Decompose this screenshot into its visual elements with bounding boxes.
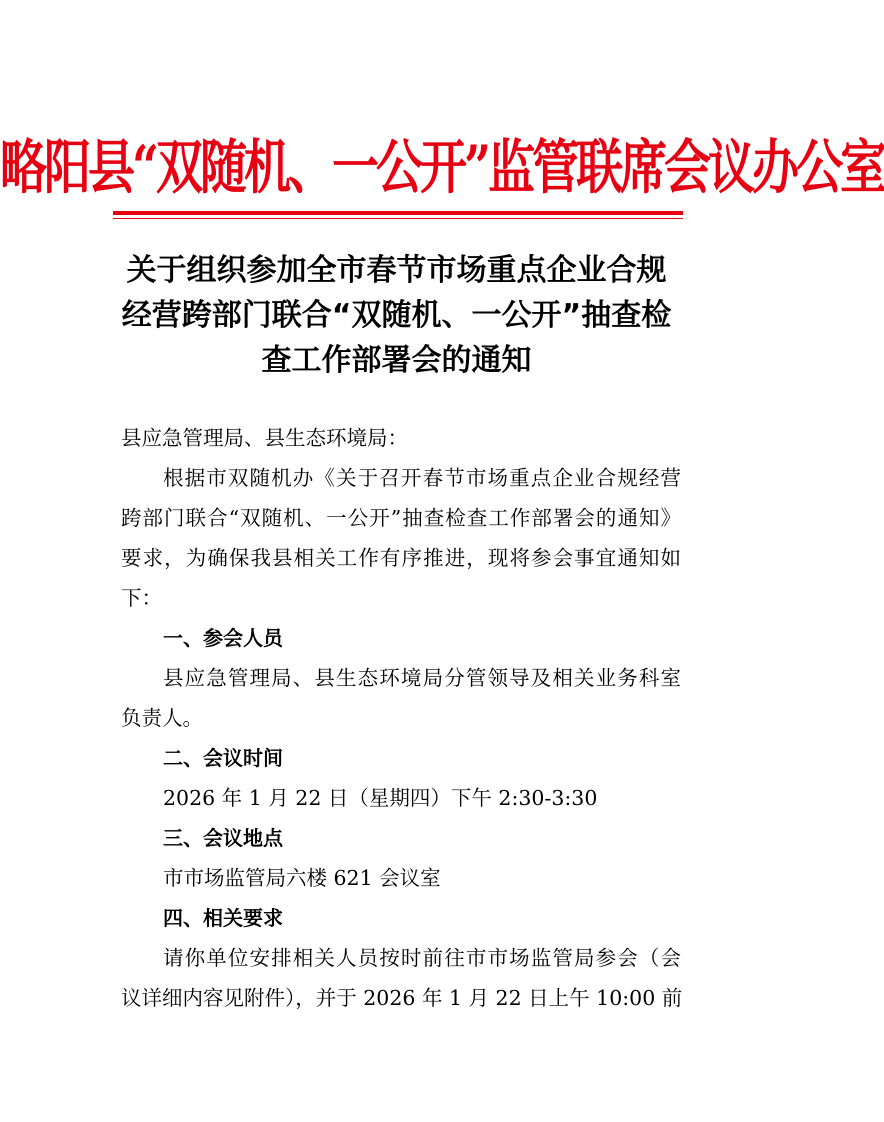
section-heading-attendees: 一、参会人员 bbox=[163, 626, 283, 650]
title-line: 查工作部署会的通知 bbox=[261, 343, 532, 378]
document-body bbox=[121, 418, 681, 1018]
letterhead-rule-thin bbox=[113, 218, 683, 219]
section-heading-requirements: 四、相关要求 bbox=[163, 906, 283, 930]
section-heading-location: 三、会议地点 bbox=[163, 826, 283, 850]
meeting-location: 市市场监管局六楼 621 会议室 bbox=[163, 866, 441, 890]
section-line: 议详细内容见附件），并于 2026 年 1 月 22 日上午 10:00 前 bbox=[121, 986, 683, 1010]
title-line: 关于组织参加全市春节市场重点企业合规 bbox=[126, 253, 667, 288]
section-line: 负责人。 bbox=[121, 706, 203, 730]
intro-line: 下： bbox=[121, 586, 162, 610]
section-line: 县应急管理局、县生态环境局分管领导及相关业务科室 bbox=[163, 666, 681, 690]
intro-line: 要求，为确保我县相关工作有序推进，现将参会事宜通知如 bbox=[121, 546, 681, 570]
org-letterhead: 略阳县“双随机、一公开”监管联席会议办公室 bbox=[0, 133, 884, 203]
section-line: 请你单位安排相关人员按时前往市市场监管局参会（会 bbox=[163, 946, 681, 970]
addressee: 县应急管理局、县生态环境局： bbox=[121, 426, 408, 450]
letterhead-rule-thick bbox=[113, 211, 683, 215]
intro-line: 根据市双随机办《关于召开春节市场重点企业合规经营 bbox=[163, 466, 681, 490]
section-heading-time: 二、会议时间 bbox=[163, 746, 283, 770]
meeting-time: 2026 年 1 月 22 日（星期四）下午 2:30-3:30 bbox=[163, 786, 598, 810]
intro-line: 跨部门联合“双随机、一公开”抽查检查工作部署会的通知》 bbox=[121, 506, 681, 530]
document-title bbox=[100, 248, 693, 383]
title-line: 经营跨部门联合“双随机、一公开”抽查检 bbox=[121, 298, 672, 333]
